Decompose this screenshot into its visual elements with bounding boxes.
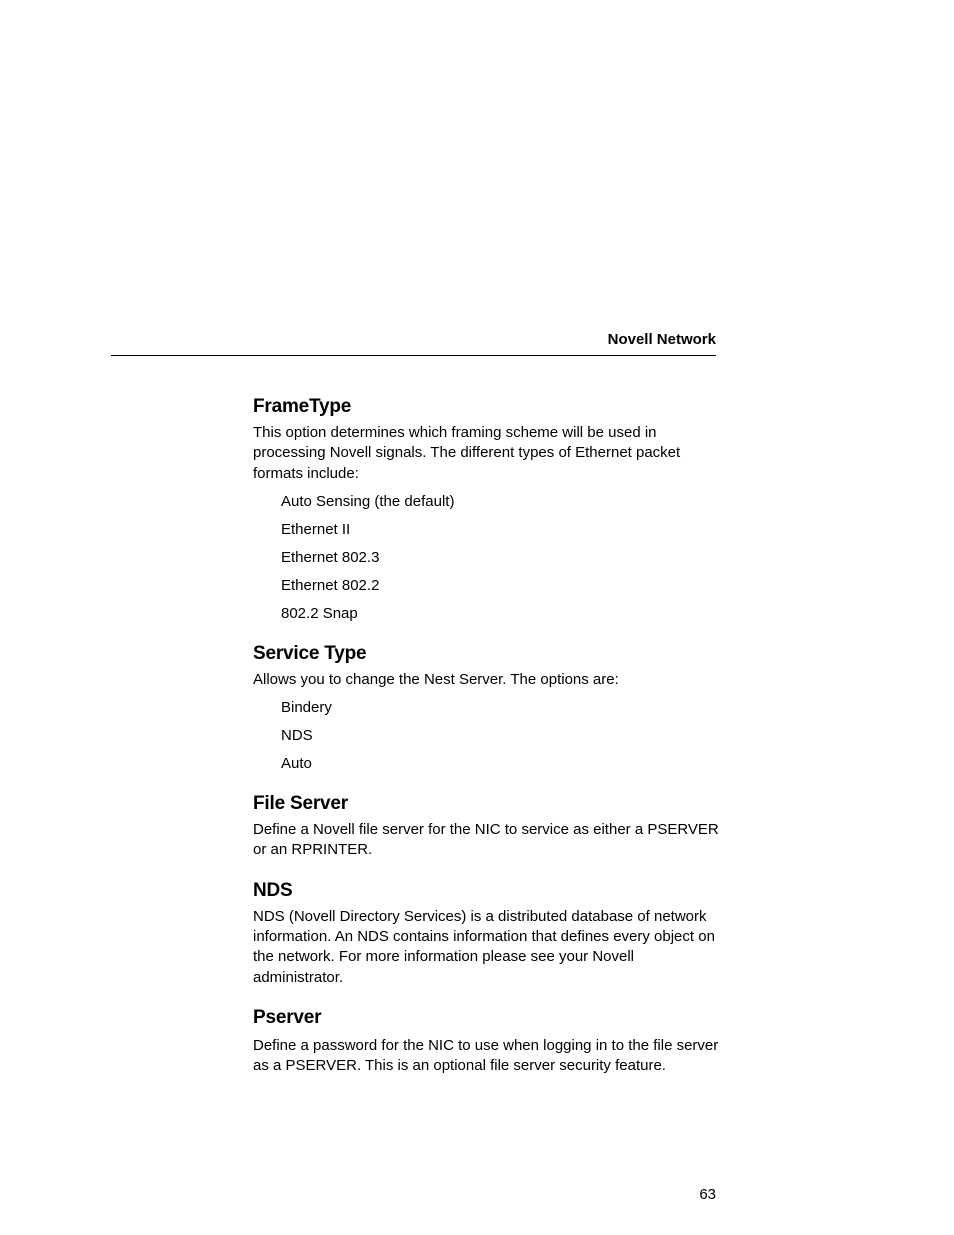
section-heading-file-server: File Server (253, 793, 348, 815)
list-item: NDS (281, 727, 313, 745)
section-heading-frametype: FrameType (253, 396, 352, 417)
frametype-option-list (253, 492, 723, 624)
service-type-option-list (253, 698, 723, 774)
list-item: 802.2 Snap (281, 604, 358, 622)
list-item: Auto Sensing (the default) (281, 492, 455, 510)
section-body-nds: NDS (Novell Directory Services) is a distributed database of network information. An NDS contains information that defines every object on the network. For more information please see your Novell administrator. (253, 907, 715, 986)
section-body-file-server: Define a Novell file server for the NIC to service as either a PSERVER or an RPRINTER. (253, 821, 719, 859)
section-service-type (253, 641, 723, 774)
section-body-frametype: This option determines which framing scheme will be used in processing Novell signals. The different types of Ethernet packet formats include: (253, 424, 681, 482)
list-item: Ethernet 802.3 (281, 548, 380, 566)
running-header (111, 330, 716, 356)
section-heading-service-type: Service Type (253, 642, 367, 664)
running-header-title: Novell Network (607, 331, 716, 348)
section-body-pserver: Define a password for the NIC to use when logging in to the file server as a PSERVER. This is an optional file server security feature. (253, 1036, 719, 1075)
list-item: Ethernet 802.2 (281, 576, 380, 594)
section-frametype (253, 394, 723, 624)
section-file-server (253, 791, 723, 861)
section-pserver (253, 1005, 723, 1077)
list-item: Ethernet II (281, 520, 351, 538)
section-body-service-type: Allows you to change the Nest Server. The options are: (253, 670, 619, 688)
list-item: Bindery (281, 699, 332, 717)
section-heading-nds: NDS (253, 879, 293, 901)
section-heading-pserver: Pserver (253, 1006, 322, 1028)
page-number: 63 (699, 1186, 716, 1203)
section-nds (253, 878, 723, 988)
list-item: Auto (281, 755, 312, 773)
page-content (253, 394, 723, 1077)
